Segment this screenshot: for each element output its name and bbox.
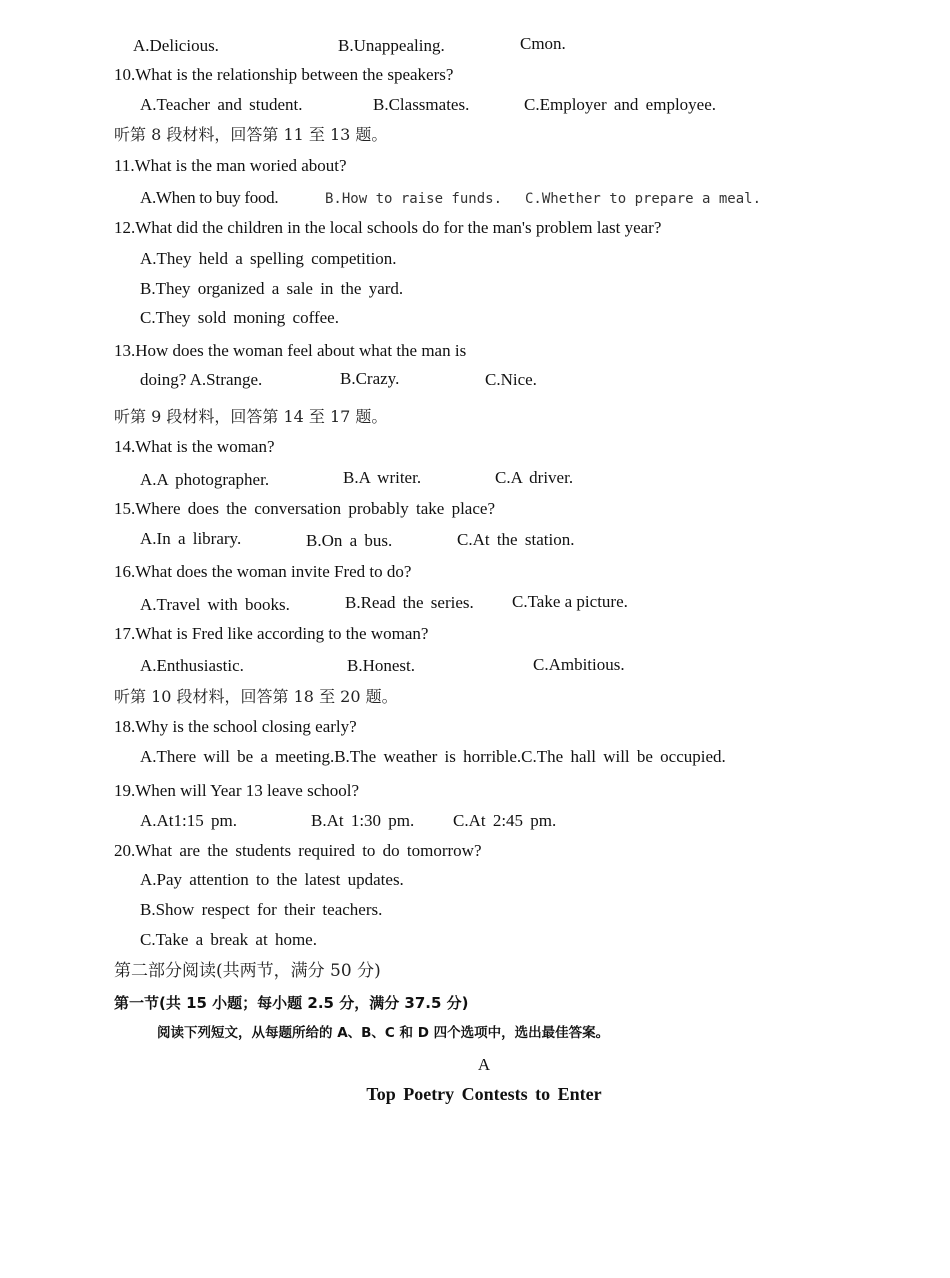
q18-options: A.There will be a meeting.B.The weather is horrible.C.The hall will be occupied. (140, 747, 726, 766)
passage-letter: A (477, 1055, 491, 1074)
q12-option-a: A.They held a spelling competition. (140, 249, 397, 268)
q17-option-a: A.Enthusiastic. (140, 656, 244, 675)
q19-option-b: B.At 1:30 pm. (311, 811, 415, 830)
q14-option-a: A.A photographer. (140, 470, 270, 489)
q12-option-c: C.They sold moning coffee. (140, 308, 339, 327)
q19-option-a: A.At1:15 pm. (140, 811, 237, 830)
q13-question-cont-option-a: doing? A.Strange. (140, 370, 263, 389)
q18-question: 18.Why is the school closing early? (114, 717, 357, 736)
q10-question: 10.What is the relationship between the speakers? (114, 65, 454, 84)
q14-option-c: C.A driver. (495, 468, 574, 487)
section-9-instruction: 听第 9 段材料，回答第 14 至 17 题。 (114, 407, 388, 426)
section-8-instruction: 听第 8 段材料，回答第 11 至 13 题。 (114, 125, 388, 144)
q20-question: 20.What are the students required to do tomorrow? (114, 841, 482, 860)
section-10-instruction: 听第 10 段材料，回答第 18 至 20 题。 (114, 687, 398, 706)
q13-option-b: B.Crazy. (340, 369, 400, 388)
q20-option-c: C.Take a break at home. (140, 930, 317, 949)
q16-option-b: B.Read the series. (345, 593, 474, 612)
q20-option-b: B.Show respect for their teachers. (140, 900, 383, 919)
q10-option-c: C.Employer and employee. (524, 95, 717, 114)
q11-option-b: B.How to raise funds. (325, 191, 503, 207)
q15-option-b: B.On a bus. (306, 531, 393, 550)
q16-option-a: A.Travel with books. (140, 595, 290, 614)
q13-question: 13.How does the woman feel about what the man is (114, 341, 467, 360)
q19-question: 19.When will Year 13 leave school? (114, 781, 360, 800)
q15-option-c: C.At the station. (457, 530, 575, 549)
passage-title: Top Poetry Contests to Enter (366, 1084, 602, 1104)
q16-option-c: C.Take a picture. (512, 592, 628, 611)
q14-option-b: B.A writer. (343, 468, 422, 487)
q13-option-c: C.Nice. (485, 370, 537, 389)
q11-question: 11.What is the man woried about? (114, 156, 347, 175)
q16-question: 16.What does the woman invite Fred to do? (114, 562, 412, 581)
section-1-heading: 第一节(共 15 小题；每小题 2.5 分，满分 37.5 分) (114, 994, 469, 1012)
q10-option-a: A.Teacher and student. (140, 95, 303, 114)
q9-option-a: A.Delicious. (133, 36, 219, 55)
q10-option-b: B.Classmates. (373, 95, 470, 114)
q17-option-c: C.Ambitious. (533, 655, 625, 674)
reading-instruction: 阅读下列短文，从每题所给的 A、B、C 和 D 四个选项中，选出最佳答案。 (157, 1025, 610, 1041)
q19-option-c: C.At 2:45 pm. (453, 811, 557, 830)
q12-question: 12.What did the children in the local schools do for the man's problem last year? (114, 218, 662, 237)
q11-option-c: C.Whether to prepare a meal. (525, 191, 762, 207)
part-2-heading: 第二部分阅读(共两节，满分 50 分) (114, 961, 381, 981)
q15-question: 15.Where does the conversation probably take place? (114, 499, 495, 518)
q9-option-c: Cmon. (520, 34, 566, 53)
q14-question: 14.What is the woman? (114, 437, 275, 456)
q17-option-b: B.Honest. (347, 656, 415, 675)
q9-option-b: B.Unappealing. (338, 36, 445, 55)
q11-option-a: A.When to buy food. (140, 188, 279, 207)
q17-question: 17.What is Fred like according to the woman? (114, 624, 429, 643)
q12-option-b: B.They organized a sale in the yard. (140, 279, 404, 298)
q20-option-a: A.Pay attention to the latest updates. (140, 870, 404, 889)
q15-option-a: A.In a library. (140, 529, 242, 548)
